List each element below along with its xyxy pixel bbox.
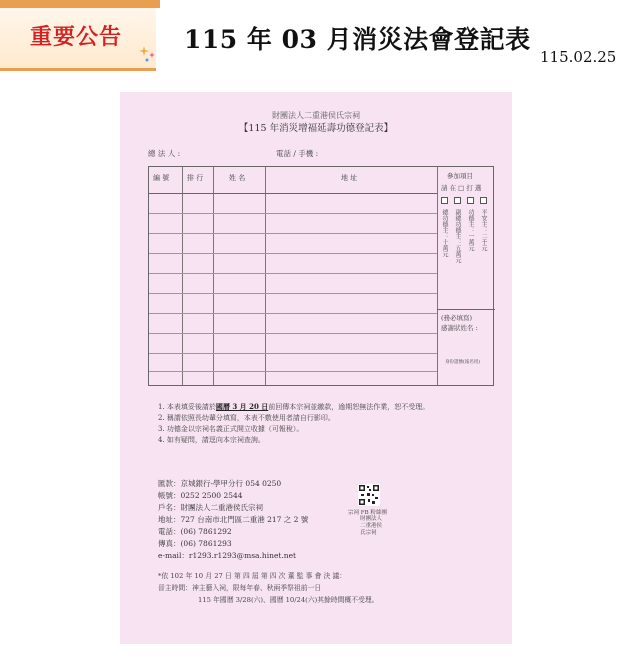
badge-label: 重要公告 <box>30 25 123 50</box>
option-label: 副總功德主：五萬元 <box>454 209 461 263</box>
applicant-label: 總 法 人 : <box>148 149 181 158</box>
option-checkbox <box>441 197 448 204</box>
page-title: 115 年 03 月消災法會登記表 <box>184 25 531 54</box>
info-line: 匯款：京城銀行-學甲分行 054 0250 <box>158 479 282 488</box>
info-line: e-mail：r1293.r1293@msa.hinet.net <box>158 551 297 560</box>
option-label: 功德主：一萬元 <box>467 209 474 251</box>
options-title: 參加項目 <box>447 172 473 180</box>
form-title: 【115 年消災增福延壽功德登記表】 <box>238 123 394 134</box>
option-checkbox <box>467 197 474 204</box>
option-checkbox <box>454 197 461 204</box>
option-label: 平安主：二千元 <box>480 209 487 251</box>
certificate-name-label: 感謝狀姓名 : <box>441 324 478 332</box>
column-header: 姓 名 <box>229 174 246 182</box>
registration-form-image <box>120 92 512 644</box>
column-header: 排 行 <box>187 174 204 182</box>
badge-top-bar <box>0 0 160 8</box>
footer-line: *依 102 年 10 月 27 日 第 四 屆 第 四 次 董 監 事 會 決 議： <box>158 572 347 580</box>
option-label: 總功德主：十萬元 <box>441 209 448 257</box>
footer-line: 115 年國曆 3/28(六)、國曆 10/24(六)其餘時間概不受理。 <box>198 596 379 604</box>
info-line: 地址：727 台南市北門區二重港 217 之 2 號 <box>158 515 309 524</box>
id-note: 身份證號(報名用) <box>445 360 481 365</box>
sparkle-icon <box>138 44 158 64</box>
column-header: 地 址 <box>341 174 358 182</box>
note-line: 2. 稱謂依照長幼輩分填寫，本表不敷使用者請自行影印。 <box>158 414 335 422</box>
option-checkbox <box>480 197 487 204</box>
qr-caption: 宗祠 FB 粉絲團 <box>348 510 387 516</box>
announcement-badge <box>0 0 160 72</box>
note-line: 3. 功德金以宗祠名義正式開立收據（可報稅）。 <box>158 425 304 433</box>
announcement-date: 115.02.25 <box>540 48 617 66</box>
footer-line: 晉主時間：神主藝入祠，限每年春、秋兩季祭祖前一日 <box>158 584 322 592</box>
info-line: 戶名：財團法人二重港侯氏宗祠 <box>158 503 263 512</box>
options-instruction: 請 在 □ 打 選 <box>441 184 482 192</box>
form-org-name: 財團法人二重港侯氏宗祠 <box>272 111 360 120</box>
note-line: 4. 如有疑問，請逕向本宗祠查詢。 <box>158 436 265 444</box>
registration-table <box>148 166 494 386</box>
note-line: 1. 本表填妥後請於國曆 3 月 20 日前回傳本宗祠並繳款，逾期恕無法作業，恕不受理。 <box>158 402 430 411</box>
info-line: 傳真：(06) 7861293 <box>158 539 232 548</box>
info-line: 帳號：0252 2500 2544 <box>158 491 243 500</box>
phone-label: 電話 / 手機 : <box>276 149 319 158</box>
org-stamp: 財團法人二重港侯氏宗祠 <box>360 516 383 536</box>
info-line: 電話：(06) 7861292 <box>158 527 232 536</box>
required-label: (務必填寫) <box>441 314 473 322</box>
qr-code-icon <box>358 484 380 506</box>
column-header: 編 號 <box>153 174 170 182</box>
